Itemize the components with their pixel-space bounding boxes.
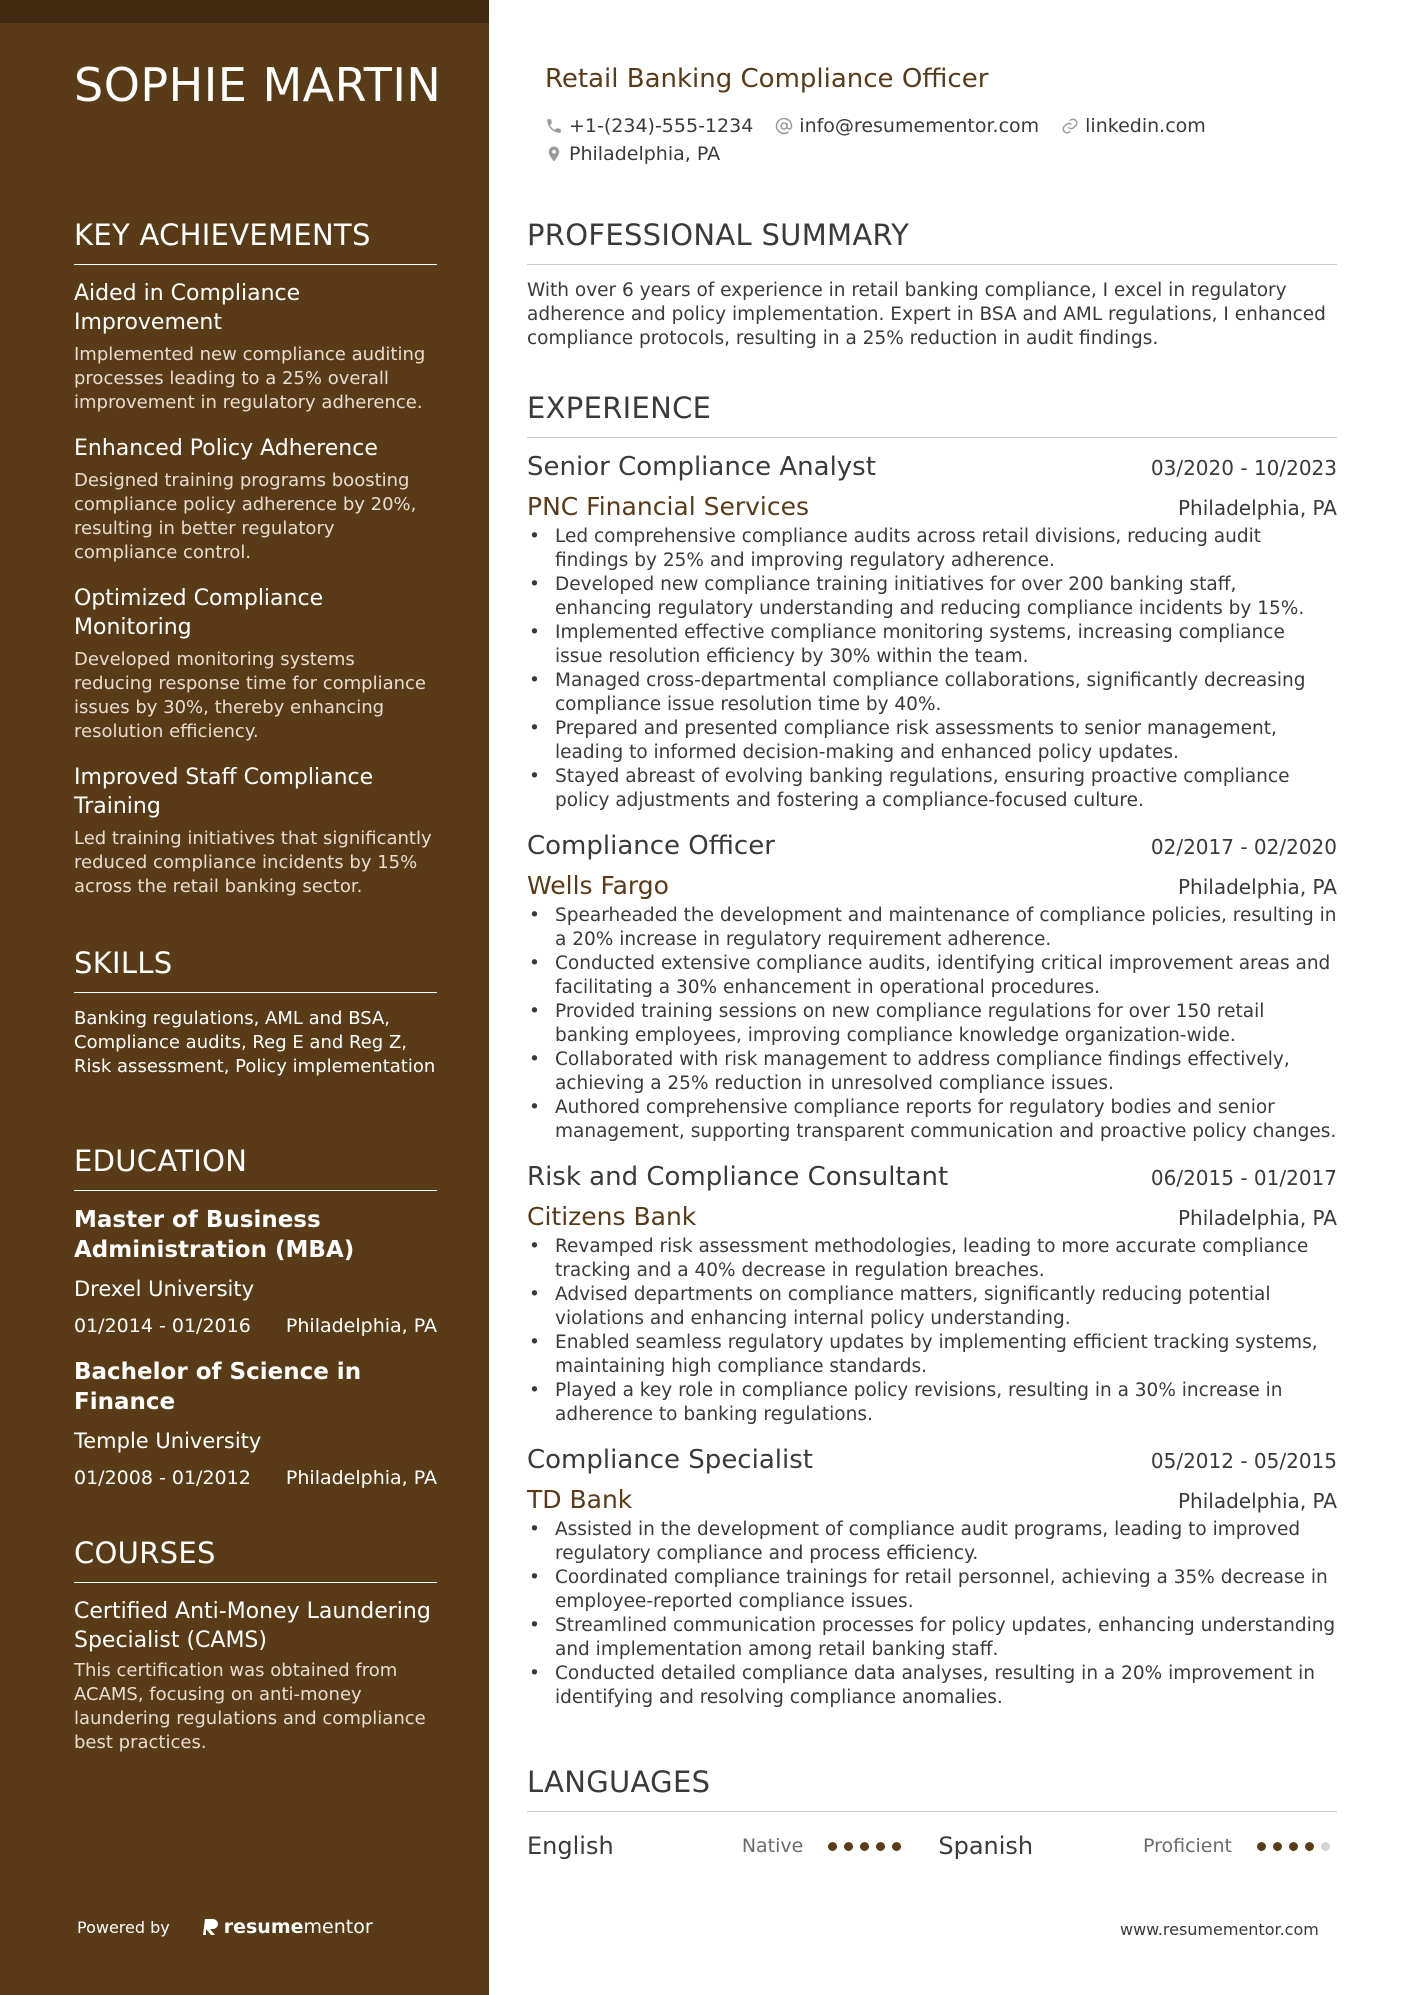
job-bullets (527, 525, 1337, 813)
job-bullet: • Provided training sessions on new compliance regulations for over 150 retail banking employees, improving compliance knowledge organization-wide. (527, 1000, 1337, 1048)
achievement-item (74, 584, 437, 744)
job-bullets (527, 904, 1337, 1144)
education-location: Philadelphia, PA (285, 1315, 437, 1337)
job-bullet: • Collaborated with risk management to address compliance findings effectively, achieving a 25% reduction in unresolved compliance issues. (527, 1048, 1337, 1096)
experience-item (527, 1445, 1337, 1710)
phone-text: +1-(234)-555-1234 (569, 115, 754, 137)
job-role: Compliance Officer (527, 831, 775, 861)
contact-info (545, 112, 1325, 168)
achievement-description: Developed monitoring systems reducing response time for compliance issues by 30%, thereby enhancing resolution efficiency. (74, 649, 426, 742)
summary-section (527, 218, 1337, 351)
job-bullet: • Spearheaded the development and maintenance of compliance policies, resulting in a 20% increase in regulatory requirement adherence. (527, 904, 1337, 952)
education-school: Temple University (74, 1429, 262, 1453)
job-bullet: • Played a key role in compliance policy revisions, resulting in a 30% increase in adherence to banking regulations. (527, 1379, 1337, 1427)
brand-light: mentor (303, 1916, 373, 1938)
languages-heading: LANGUAGES (527, 1765, 1337, 1812)
job-location: Philadelphia, PA (1177, 875, 1337, 899)
rating-dot (828, 1842, 837, 1851)
powered-by-label: Powered by (77, 1917, 170, 1937)
job-bullet: • Managed cross-departmental compliance collaborations, significantly decreasing compliance issue resolution time by 40%. (527, 669, 1337, 717)
role-line (527, 1445, 1337, 1475)
job-bullet: • Enabled seamless regulatory updates by implementing efficient tracking systems, maintaining high compliance standards. (527, 1331, 1337, 1379)
job-bullets (527, 1235, 1337, 1427)
job-company: TD Bank (527, 1485, 633, 1514)
experience-item (527, 452, 1337, 813)
location-text: Philadelphia, PA (569, 143, 721, 165)
achievement-description: Led training initiatives that significantly reduced compliance incidents by 15% across the retail banking sector. (74, 828, 432, 897)
job-dates: 03/2020 - 10/2023 (1150, 456, 1337, 480)
courses-section (74, 1536, 437, 1755)
achievement-title: Improved Staff Compliance Training (74, 765, 374, 819)
education-item (74, 1357, 437, 1489)
rating-dot (876, 1842, 885, 1851)
brand-bold: resume (223, 1916, 304, 1938)
job-role: Risk and Compliance Consultant (527, 1162, 949, 1192)
education-dates: 01/2014 - 01/2016 (74, 1315, 251, 1337)
company-line (527, 1485, 1337, 1514)
rating-dot (1273, 1842, 1282, 1851)
role-line (527, 1162, 1337, 1192)
at-icon (775, 117, 793, 135)
education-degree: Master of Business Administration (MBA) (74, 1207, 355, 1263)
job-bullet: • Conducted detailed compliance data analyses, resulting in a 20% improvement in identifying and resolving compliance anomalies. (527, 1662, 1337, 1710)
job-bullet: • Assisted in the development of compliance audit programs, leading to improved regulatory compliance and process efficiency. (527, 1518, 1337, 1566)
company-line (527, 492, 1337, 521)
experience-item (527, 1162, 1337, 1427)
language-rating (1257, 1842, 1337, 1851)
education-school: Drexel University (74, 1277, 255, 1301)
language-rating (828, 1842, 908, 1851)
achievement-item (74, 763, 437, 899)
contact-location (545, 143, 720, 165)
education-location: Philadelphia, PA (285, 1467, 437, 1489)
job-bullet: • Implemented effective compliance monitoring systems, increasing compliance issue resolution efficiency by 30% within the team. (527, 621, 1337, 669)
course-description: This certification was obtained from ACAMS, focusing on anti-money laundering regulations and compliance best practices. (74, 1660, 426, 1753)
courses-heading: COURSES (74, 1536, 437, 1583)
job-bullet: • Advised departments on compliance matters, significantly reducing potential violations and enhancing internal policy understanding. (527, 1283, 1337, 1331)
company-line (527, 1202, 1337, 1231)
course-item (74, 1597, 437, 1755)
job-location: Philadelphia, PA (1177, 1489, 1337, 1513)
education-degree: Bachelor of Science in Finance (74, 1359, 362, 1415)
link-icon (1061, 117, 1079, 135)
achievements-heading: KEY ACHIEVEMENTS (74, 218, 437, 265)
education-section (74, 1144, 437, 1509)
job-bullet: • Revamped risk assessment methodologies, leading to more accurate compliance tracking and a 40% decrease in regulation breaches. (527, 1235, 1337, 1283)
job-bullet: • Led comprehensive compliance audits across retail divisions, reducing audit findings by 25% and improving regulatory adherence. (527, 525, 1337, 573)
contact-email[interactable] (775, 115, 1039, 137)
achievements-section (74, 218, 437, 918)
language-level: Proficient (1142, 1835, 1232, 1857)
rating-dot (1305, 1842, 1314, 1851)
phone-icon (545, 117, 563, 135)
rating-dot (1321, 1842, 1330, 1851)
skills-section (74, 946, 437, 1079)
achievement-item (74, 279, 437, 415)
rating-dot (860, 1842, 869, 1851)
contact-phone[interactable] (545, 115, 753, 137)
sidebar-top-bar (0, 0, 489, 23)
job-bullet: • Prepared and presented compliance risk assessments to senior management, leading to informed decision-making and enhanced policy updates. (527, 717, 1337, 765)
job-bullet: • Streamlined communication processes for policy updates, enhancing understanding and implementation among retail banking staff. (527, 1614, 1337, 1662)
job-bullet: • Stayed abreast of evolving banking regulations, ensuring proactive compliance policy adjustments and fostering a compliance-focused culture. (527, 765, 1337, 813)
summary-text: With over 6 years of experience in retail banking compliance, I excel in regulatory adherence and policy implementation. Expert in BSA and AML regulations, I enhanced compliance protocols, resulting in a 25% reduction in audit findings. (527, 280, 1326, 349)
education-heading: EDUCATION (74, 1144, 437, 1191)
language-name: English (527, 1832, 614, 1860)
education-meta (74, 1467, 437, 1489)
contact-linkedin[interactable] (1061, 115, 1206, 137)
summary-heading: PROFESSIONAL SUMMARY (527, 218, 1337, 265)
education-meta (74, 1315, 437, 1337)
location-pin-icon (545, 145, 563, 163)
job-bullets (527, 1518, 1337, 1710)
language-level: Native (741, 1835, 804, 1857)
achievement-description: Designed training programs boosting compliance policy adherence by 20%, resulting in better regulatory compliance control. (74, 470, 417, 563)
education-list (74, 1205, 437, 1489)
experience-list (527, 452, 1337, 1710)
job-bullet: • Authored comprehensive compliance reports for regulatory bodies and senior management, supporting transparent communication and proactive policy changes. (527, 1096, 1337, 1144)
rating-dot (844, 1842, 853, 1851)
role-line (527, 452, 1337, 482)
experience-section (527, 391, 1337, 1728)
job-bullet: • Coordinated compliance trainings for retail personnel, achieving a 35% decrease in employee-reported compliance issues. (527, 1566, 1337, 1614)
job-role: Compliance Specialist (527, 1445, 813, 1475)
skills-text: Banking regulations, AML and BSA, Compliance audits, Reg E and Reg Z, Risk assessment, Policy implementation (74, 1008, 436, 1077)
achievement-title: Optimized Compliance Monitoring (74, 586, 324, 640)
job-dates: 06/2015 - 01/2017 (1150, 1166, 1337, 1190)
job-title: Retail Banking Compliance Officer (545, 64, 989, 94)
job-company: Wells Fargo (527, 871, 669, 900)
achievement-title: Aided in Compliance Improvement (74, 281, 301, 335)
job-bullet: • Developed new compliance training initiatives for over 200 banking staff, enhancing regulatory understanding and reducing compliance incidents by 15%. (527, 573, 1337, 621)
achievements-list (74, 279, 437, 899)
skills-heading: SKILLS (74, 946, 437, 993)
rating-dot (892, 1842, 901, 1851)
languages-section (527, 1765, 1337, 1866)
job-bullet: • Conducted extensive compliance audits, identifying critical improvement areas and facilitating a 30% enhancement in operational procedures. (527, 952, 1337, 1000)
company-line (527, 871, 1337, 900)
linkedin-text: linkedin.com (1085, 115, 1206, 137)
languages-list (527, 1826, 1337, 1866)
education-item (74, 1205, 437, 1337)
job-dates: 02/2017 - 02/2020 (1150, 835, 1337, 859)
role-line (527, 831, 1337, 861)
powered-by (77, 1916, 373, 1938)
language-name: Spanish (938, 1832, 1034, 1860)
course-title: Certified Anti-Money Laundering Specialist (CAMS) (74, 1599, 431, 1653)
job-role: Senior Compliance Analyst (527, 452, 876, 482)
courses-list (74, 1597, 437, 1755)
achievement-item (74, 434, 437, 565)
sidebar (0, 0, 489, 1995)
footer-url[interactable]: www.resumementor.com (1120, 1920, 1319, 1939)
brand-logo[interactable] (202, 1916, 373, 1938)
experience-heading: EXPERIENCE (527, 391, 1337, 438)
achievement-description: Implemented new compliance auditing processes leading to a 25% overall improvement in regulatory adherence. (74, 344, 426, 413)
job-company: PNC Financial Services (527, 492, 810, 521)
brand-icon (202, 1917, 220, 1937)
candidate-name: SOPHIE MARTIN (74, 58, 442, 112)
job-location: Philadelphia, PA (1177, 1206, 1337, 1230)
email-text: info@resumementor.com (799, 115, 1040, 137)
rating-dot (1257, 1842, 1266, 1851)
job-dates: 05/2012 - 05/2015 (1150, 1449, 1337, 1473)
education-dates: 01/2008 - 01/2012 (74, 1467, 251, 1489)
achievement-title: Enhanced Policy Adherence (74, 436, 378, 461)
job-company: Citizens Bank (527, 1202, 697, 1231)
experience-item (527, 831, 1337, 1144)
job-location: Philadelphia, PA (1177, 496, 1337, 520)
rating-dot (1289, 1842, 1298, 1851)
